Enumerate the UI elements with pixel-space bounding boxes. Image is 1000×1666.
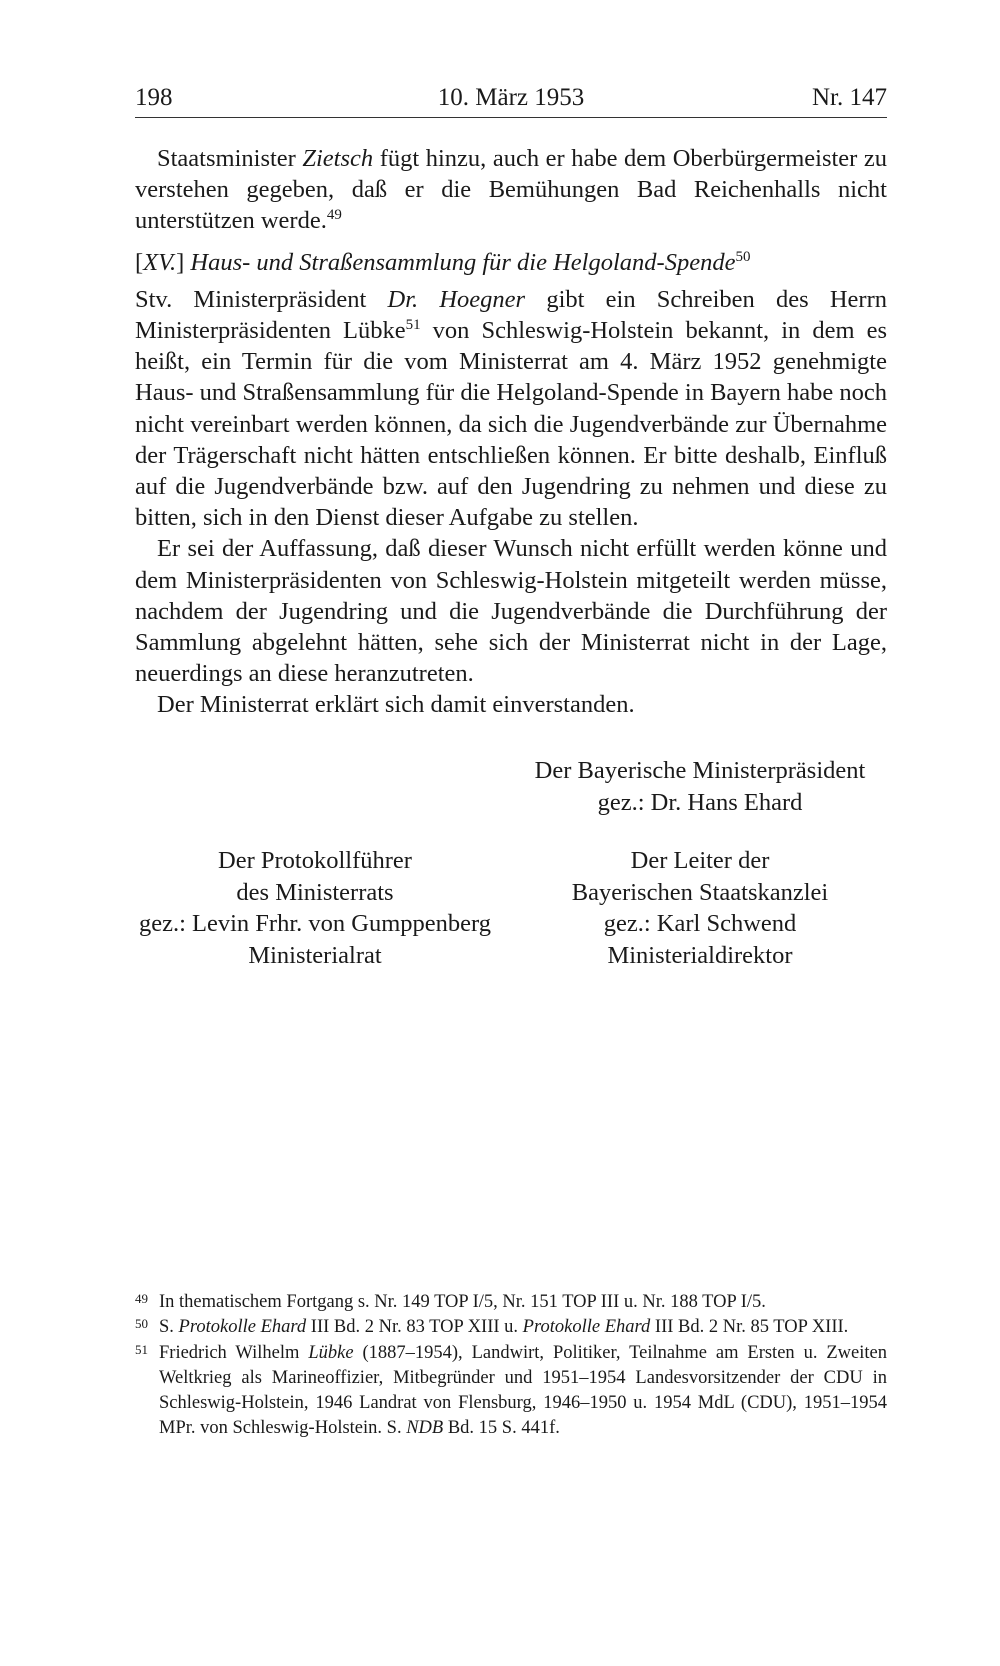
paragraph-hoegner: Stv. Ministerpräsident Dr. Hoegner gibt ein Schreiben des Herrn Ministerpräsidenten Lübke$^{51}$ von Schleswig-Holstein bekannt, in dem es heißt, ein Termin für die vom Ministerrat am 4. März 1952 genehmigte Haus- und Straßensammlung für die Helgoland-Spende in Bayern habe noch nicht vereinbart werden können, da sich die Jugendverbände zur Übernahme der Trägerschaft nicht hätten entschließen können. Er bitte deshalb, Einfluß auf die Jugendverbände bzw. auf den Jugendring zu nehmen und diese zu bitten, sich in den Dienst dieser Aufgabe zu stellen. <box>135 285 887 532</box>
signature-rank: Ministerialrat <box>248 941 382 969</box>
signature-ministerpraesident <box>510 755 890 818</box>
running-header <box>135 80 887 120</box>
protocol-number: Nr. 147 <box>812 84 887 111</box>
signature-name: gez.: Karl Schwend <box>603 910 797 937</box>
section-title: Haus- und Straßensammlung für die Helgoland-Spende <box>190 248 736 276</box>
footnote-51: 51 Friedrich Wilhelm Lübke (1887–1954), Landwirt, Politiker, Teilnahme am Ersten u. Zweiten Weltkrieg als Marineoffizier, Mitbegründer und 1951–1954 Landesvorsitzender der CDU in Schleswig-Holstein, 1946 Landrat von Flensburg, 1946–1950 u. 1954 MdL (CDU), 1951–1954 MPr. von Schleswig-Holstein. S. NDB Bd. 15 S. 441f. <box>135 1341 887 1442</box>
footnote-number: 50 <box>135 1316 148 1332</box>
section-label: XV. <box>143 248 177 276</box>
signature-title: Der Bayerische Ministerpräsident <box>534 757 866 784</box>
paragraph-auffassung: Er sei der Auffassung, daß dieser Wunsch nicht erfüllt werden könne und dem Ministerpräsidenten von Schleswig-Holstein mitgeteilt werden müsse, nachdem der Jugendring und die Jugendverbände die Durchführung der Sammlung abgelehnt hätten, sehe sich der Ministerrat nicht in der Lage, neuerdings an diese heranzutreten. <box>135 535 887 688</box>
paragraph-zietsch: Staatsminister Zietsch fügt hinzu, auch er habe dem Oberbürgermeister zu verstehen gegeben, daß er die Bemühungen Bad Reichenhalls nicht unterstützen werde.$^{49}$ <box>135 145 887 235</box>
signature-protokollfuehrer <box>125 845 505 971</box>
header-date: 10. März 1953 <box>437 84 585 111</box>
footnote-50: 50 S. Protokolle Ehard III Bd. 2 Nr. 83 TOP XIII u. Protokolle Ehard III Bd. 2 Nr. 85 TOP XIII. <box>135 1315 887 1340</box>
footnote-number: 51 <box>135 1341 148 1357</box>
footnote-49: 49 In thematischem Fortgang s. Nr. 149 TOP I/5, Nr. 151 TOP III u. Nr. 188 TOP I/5. <box>135 1290 887 1315</box>
footnotes <box>135 1290 887 1442</box>
signature-title: Der Protokollführer <box>218 847 412 874</box>
body-text <box>135 143 887 721</box>
person-name: Dr. Hoegner <box>387 285 526 313</box>
signature-name: gez.: Levin Frhr. von Gumppenberg <box>138 910 491 937</box>
paragraph-decision: Der Ministerrat erklärt sich damit einverstanden. <box>157 691 635 719</box>
signature-name: gez.: Dr. Hans Ehard <box>597 788 803 816</box>
footnote-ref: 49 <box>326 207 342 224</box>
person-name: Zietsch <box>302 145 374 172</box>
signature-title: Bayerischen Staatskanzlei <box>571 878 829 906</box>
footnote-ref: 51 <box>405 317 421 334</box>
signature-rank: Ministerialdirektor <box>607 941 793 969</box>
header-rule <box>135 117 887 118</box>
footnote-ref: 50 <box>735 248 751 265</box>
signature-title: des Ministerrats <box>236 878 394 906</box>
signature-staatskanzlei <box>510 845 890 971</box>
signature-title: Der Leiter der <box>630 847 770 874</box>
page-number: 198 <box>135 84 173 111</box>
footnote-number: 49 <box>135 1291 148 1306</box>
section-heading-xv: [XV.] Haus- und Straßensammlung für die Helgoland-Spende$^{50}$ <box>135 248 751 276</box>
